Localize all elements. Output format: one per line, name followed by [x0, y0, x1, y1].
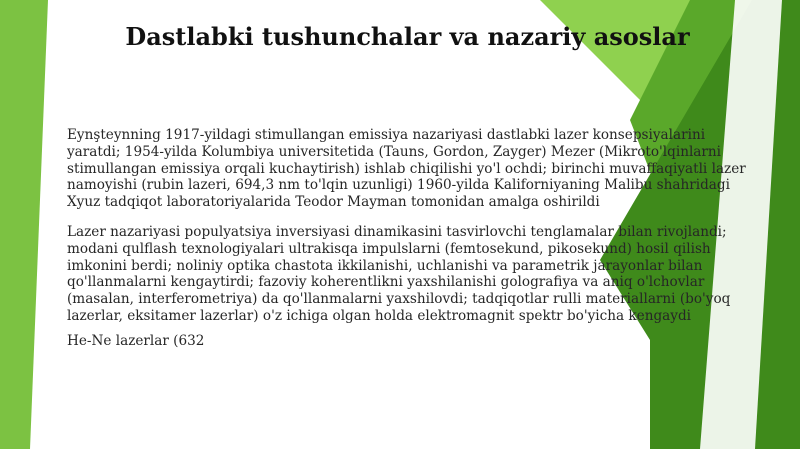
- left-green-strip: [0, 0, 48, 449]
- slide-body: [67, 127, 747, 338]
- paragraph-theory: Lazer nazariyasi populyatsiya inversiyasi dinamikasini tasvirlovchi tenglamalar bilan rivojlandi; modani qulflash texnologiyalari ultrakisqa impulslarni (femtosekund, pikosekund) hosil qilish imkonini berdi; noliniy optika chastota ikkilanishi, uchlanishi va parametrik jarayonlar bilan qo'llanmalarni kengaytirdi; fazoviy koherentlikni yaxshilanishi golografiya va aniq o'lchovlar (masalan, interferometriya) da qo'llanmalarni yaxshilovdi; tadqiqotlar rulli materiallarni (bo'yoq lazerlar, eksitamer lazerlar) o'z ichiga olgan holda elektromagnit spektr bo'yicha kengaydi: [67, 223, 731, 324]
- overlapping-text-fragment: He-Ne lazerlar (632: [67, 333, 205, 349]
- paragraph-history: Eynşteynning 1917-yildagi stimullangan emissiya nazariyasi dastlabki lazer konsepsiyalarini yaratdi; 1954-yilda Kolumbiya universitetida (Tauns, Gordon, Zayger) Mezer (Mikroto'lqinlarni stimullangan emissiya orqali kuchaytirish) ishlab chiqilishi yo'l ochdi; birinchi muvaffaqiyatli lazer namoyishi (rubin lazeri, 694,3 nm to'lqin uzunligi) 1960-yilda Kaliforniyaning Malibu shahridagi Xyuz tadqiqot laboratoriyalarida Teodor Mayman tomonidan amalga oshirildi: [67, 127, 746, 211]
- slide-title: Dastlabki tushunchalar va nazariy asoslar: [125, 22, 690, 51]
